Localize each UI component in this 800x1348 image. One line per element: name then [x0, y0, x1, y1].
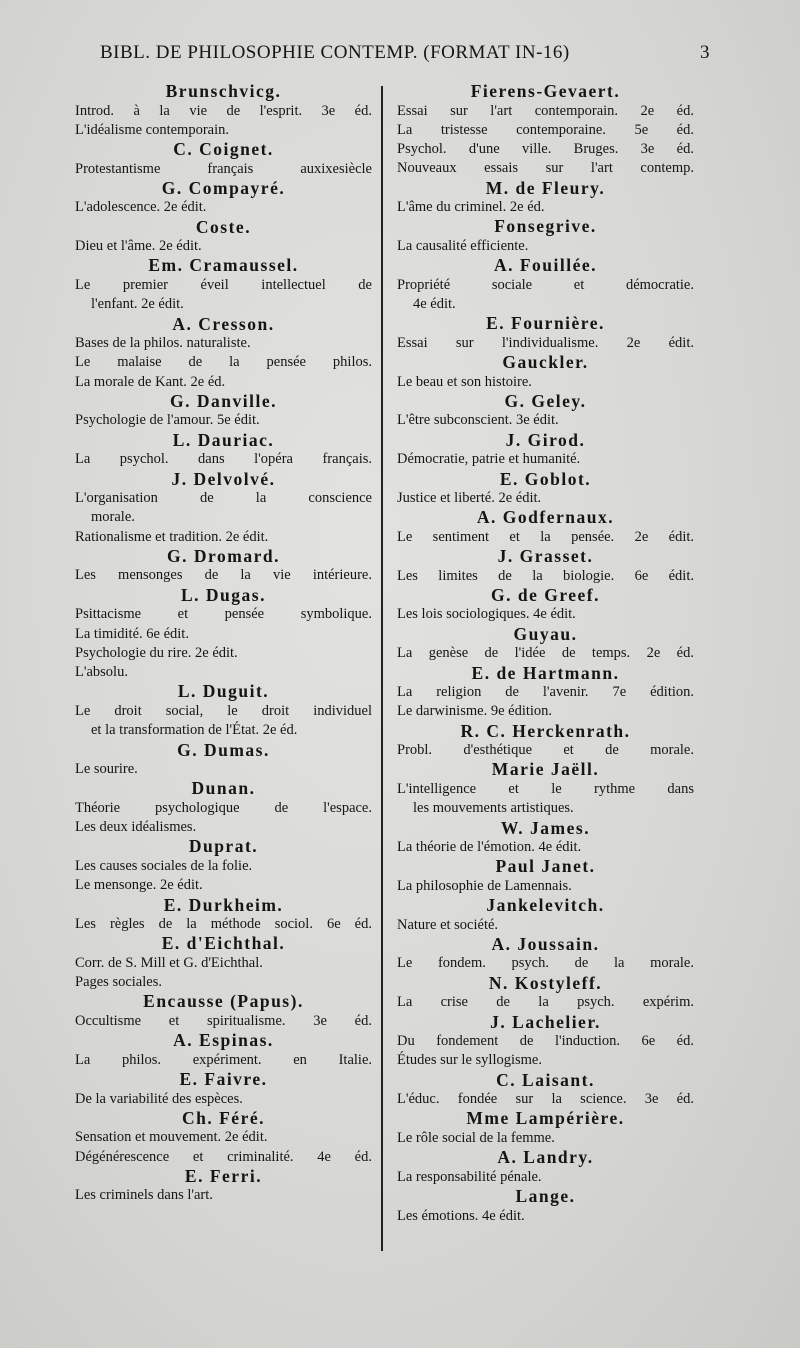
book-title: Le darwinisme. 9e édition.: [397, 703, 553, 720]
book-title: La responsabilité pénale.: [397, 1168, 542, 1185]
book-title: morale.: [91, 509, 135, 526]
author-heading: Guyau.: [513, 623, 578, 644]
author-heading: E. de Hartmann.: [471, 662, 620, 683]
author-heading: N. Kostyleff.: [488, 972, 603, 993]
book-title: Les règles de la méthode sociol. 6e éd.: [75, 916, 372, 933]
author-heading: W. James.: [500, 817, 591, 838]
author-heading: A. Cresson.: [172, 313, 275, 334]
book-title: Démocratie, patrie et humanité.: [397, 451, 581, 468]
book-title: L'éduc. fondée sur la science. 3e éd.: [397, 1091, 694, 1108]
book-title: Psychologie du rire. 2e édit.: [75, 644, 238, 661]
book-title: La timidité. 6e édit.: [75, 625, 189, 642]
author-heading: R. C. Herckenrath.: [460, 720, 631, 741]
author-heading: C. Laisant.: [496, 1069, 595, 1090]
book-title: Le beau et son histoire.: [397, 373, 532, 390]
book-title: Dégénérescence et criminalité. 4e éd.: [75, 1148, 372, 1165]
author-heading: A. Landry.: [497, 1147, 594, 1168]
book-title: Psychol. d'une ville. Bruges. 3e éd.: [397, 141, 694, 158]
book-title: Les causes sociales de la folie.: [75, 857, 253, 874]
book-title: Rationalisme et tradition. 2e édit.: [75, 528, 269, 545]
book-title: L'organisation de la conscience: [75, 490, 372, 507]
book-title: Nature et société.: [397, 916, 499, 933]
book-title: Introd. à la vie de l'esprit. 3e éd.: [75, 102, 372, 119]
book-title: Probl. d'esthétique et de morale.: [397, 742, 694, 759]
author-heading: Fierens-Gevaert.: [470, 81, 621, 101]
book-title: L'intelligence et le rythme dans: [397, 780, 694, 797]
book-title: Le fondem. psych. de la morale.: [397, 955, 694, 972]
book-title: Essai sur l'individualisme. 2e édit.: [397, 334, 694, 351]
author-heading: E. Goblot.: [499, 468, 592, 489]
page-header: [100, 42, 710, 72]
book-title: Occultisme et spiritualisme. 3e éd.: [75, 1012, 372, 1029]
book-title: l'enfant. 2e édit.: [91, 296, 184, 313]
author-heading: L. Dugas.: [181, 584, 266, 605]
book-title: Psittacisme et pensée symbolique.: [75, 606, 372, 623]
book-title: La crise de la psych. expérim.: [397, 994, 694, 1011]
author-heading: G. de Greef.: [490, 584, 601, 605]
book-title: Théorie psychologique de l'espace.: [75, 799, 372, 816]
book-title: L'absolu.: [75, 664, 128, 681]
author-heading: G. Compayré.: [161, 177, 286, 198]
book-title: Le premier éveil intellectuel de: [75, 276, 372, 293]
book-title: Le sourire.: [75, 761, 138, 778]
author-heading: E. Faivre.: [179, 1069, 268, 1089]
book-title: Le sentiment et la pensée. 2e édit.: [397, 528, 694, 545]
right-column: [397, 82, 694, 1226]
book-title: La causalité efficiente.: [397, 237, 529, 254]
book-title: Le mensonge. 2e édit.: [75, 877, 203, 894]
author-heading: A. Joussain.: [491, 933, 600, 954]
book-title: La genèse de l'idée de temps. 2e éd.: [397, 645, 694, 662]
book-title: La philos. expériment. en Italie.: [75, 1051, 372, 1068]
author-heading: Em. Cramaussel.: [148, 255, 299, 276]
book-title: Pages sociales.: [75, 974, 162, 991]
author-heading: L. Dauriac.: [172, 429, 275, 450]
author-heading: J. Girod.: [505, 429, 586, 450]
author-heading: A. Godfernaux.: [476, 507, 615, 528]
book-title: Propriété sociale et démocratie.: [397, 276, 694, 293]
author-heading: Coste.: [195, 216, 252, 237]
running-title: BIBL. DE PHILOSOPHIE CONTEMP. (FORMAT IN-16): [100, 42, 570, 63]
book-title: Dieu et l'âme. 2e édit.: [75, 238, 202, 255]
book-title: La tristesse contemporaine. 5e éd.: [397, 121, 694, 138]
book-title: De la variabilité des espèces.: [75, 1090, 243, 1107]
author-heading: G. Dumas.: [177, 739, 270, 760]
book-title: Corr. de S. Mill et G. d'Eichthal.: [75, 954, 263, 971]
book-title: La psychol. dans l'opéra français.: [75, 451, 372, 468]
book-title: Bases de la philos. naturaliste.: [75, 335, 251, 352]
book-title: L'âme du criminel. 2e éd.: [397, 199, 545, 216]
book-title: les mouvements artistiques.: [413, 800, 574, 817]
book-title: La morale de Kant. 2e éd.: [75, 373, 226, 390]
column-divider: [381, 86, 383, 1251]
author-heading: E. Ferri.: [184, 1165, 263, 1186]
author-heading: Marie Jaëll.: [491, 759, 600, 780]
author-heading: Mme Lampérière.: [466, 1108, 625, 1129]
book-title: La théorie de l'émotion. 4e édit.: [397, 839, 582, 856]
book-title: Études sur le syllogisme.: [397, 1052, 542, 1069]
book-title: Les limites de la biologie. 6e édit.: [397, 567, 694, 584]
author-heading: G. Dromard.: [167, 545, 280, 566]
author-heading: J. Lachelier.: [490, 1011, 601, 1032]
author-heading: Ch. Féré.: [182, 1107, 265, 1128]
book-title: Du fondement de l'induction. 6e éd.: [397, 1033, 694, 1050]
book-title: Psychologie de l'amour. 5e édit.: [75, 412, 260, 429]
book-title: L'adolescence. 2e édit.: [75, 199, 207, 216]
author-heading: J. Grasset.: [497, 546, 594, 567]
book-title: Le droit social, le droit individuel: [75, 702, 372, 719]
book-title: Protestantisme français auxixesiècle: [75, 160, 372, 177]
author-heading: C. Coignet.: [173, 139, 274, 160]
author-heading: A. Espinas.: [173, 1030, 274, 1051]
book-title: La philosophie de Lamennais.: [397, 877, 572, 894]
book-title: Sensation et mouvement. 2e édit.: [75, 1129, 268, 1146]
book-title: Les deux idéalismes.: [75, 819, 197, 836]
author-heading: Encausse (Papus).: [143, 991, 304, 1012]
book-title: L'idéalisme contemporain.: [75, 121, 230, 138]
author-heading: Lange.: [515, 1186, 576, 1206]
author-heading: Dunan.: [191, 778, 256, 799]
author-heading: E. Durkheim.: [163, 894, 284, 915]
author-heading: G. Danville.: [170, 390, 277, 411]
author-heading: Brunschvicg.: [165, 81, 282, 101]
book-title: Les mensonges de la vie intérieure.: [75, 567, 372, 584]
page-number: 3: [700, 42, 710, 63]
author-heading: Paul Janet.: [495, 856, 596, 877]
author-heading: J. Delvolvé.: [171, 468, 276, 489]
author-heading: E. Fournière.: [486, 313, 605, 334]
author-heading: A. Fouillée.: [493, 255, 598, 276]
book-title: 4e édit.: [413, 296, 456, 313]
book-title: L'être subconscient. 3e édit.: [397, 412, 559, 429]
book-title: Les criminels dans l'art.: [75, 1187, 213, 1204]
book-title: La religion de l'avenir. 7e édition.: [397, 684, 694, 701]
book-title: Le rôle social de la femme.: [397, 1129, 555, 1146]
left-column: [75, 82, 372, 1206]
book-title: et la transformation de l'État. 2e éd.: [91, 722, 298, 739]
author-heading: Jankelevitch.: [486, 895, 605, 916]
book-title: Essai sur l'art contemporain. 2e éd.: [397, 102, 694, 119]
author-heading: G. Geley.: [504, 390, 587, 411]
author-heading: M. de Fleury.: [485, 177, 606, 198]
author-heading: Gauckler.: [502, 352, 589, 373]
author-heading: L. Duguit.: [177, 681, 270, 702]
book-title: Les émotions. 4e édit.: [397, 1207, 525, 1224]
author-heading: Duprat.: [188, 836, 259, 857]
author-heading: Fonsegrive.: [494, 216, 597, 237]
book-title: Les lois sociologiques. 4e édit.: [397, 606, 576, 623]
author-heading: E. d'Eichthal.: [161, 933, 286, 954]
book-title: Justice et liberté. 2e édit.: [397, 490, 542, 507]
book-title: Nouveaux essais sur l'art contemp.: [397, 160, 694, 177]
book-title: Le malaise de la pensée philos.: [75, 354, 372, 371]
